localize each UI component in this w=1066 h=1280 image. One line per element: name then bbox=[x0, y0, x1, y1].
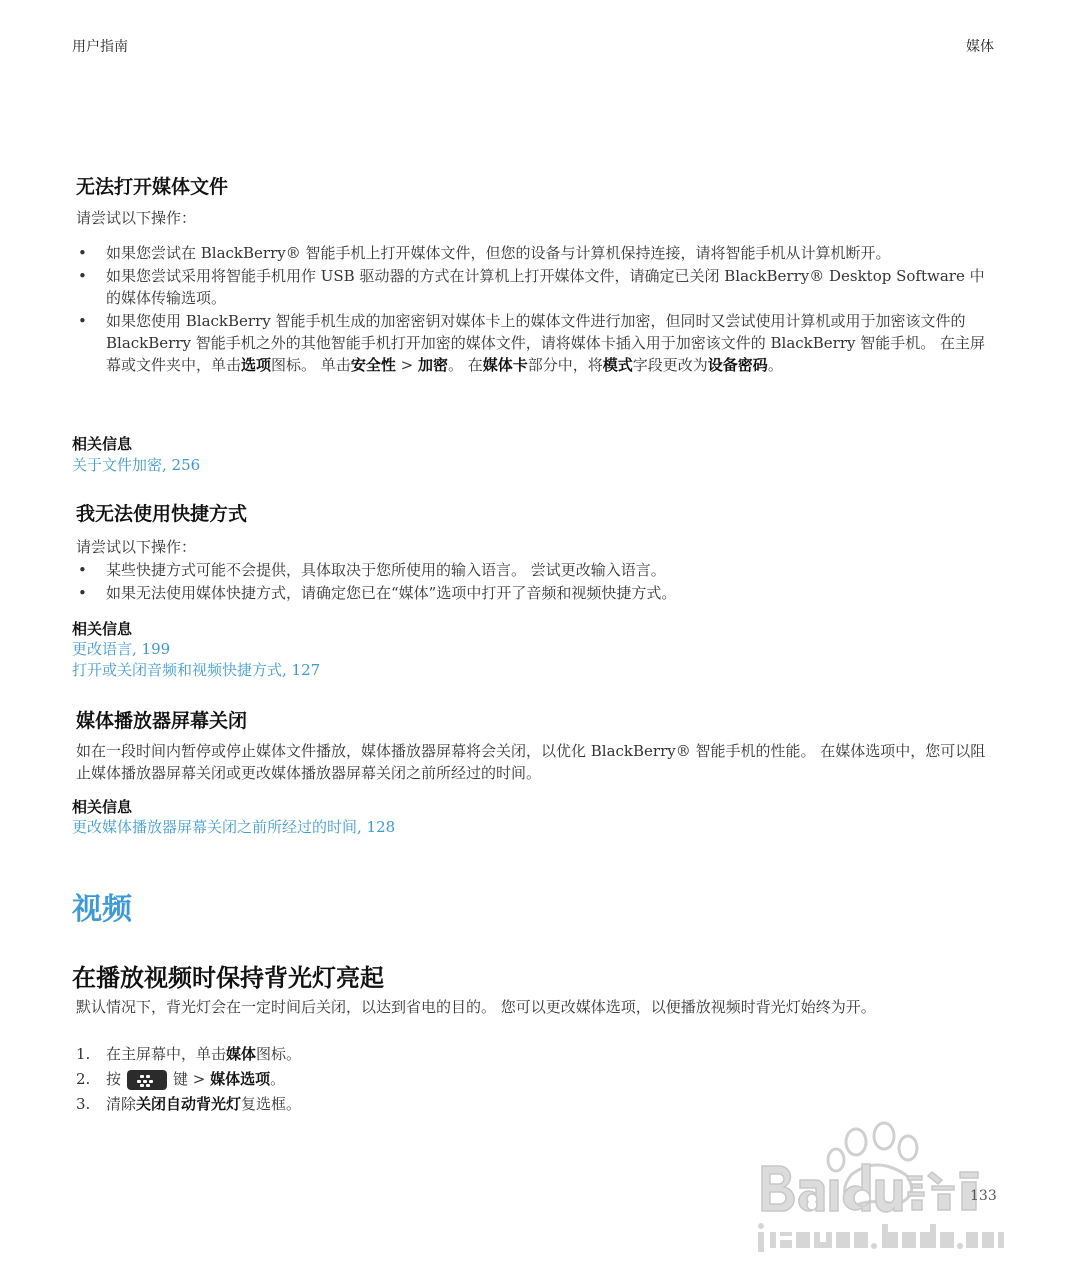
ui-term-options: 选项 bbox=[241, 356, 272, 374]
bullet-icon: • bbox=[78, 561, 87, 579]
related-link-screen-off-time[interactable]: 更改媒体播放器屏幕关闭之前所经过的时间, 128 bbox=[72, 818, 396, 836]
related-link-media-shortcuts[interactable]: 打开或关闭音频和视频快捷方式, 127 bbox=[72, 661, 321, 679]
steps-list bbox=[76, 1042, 976, 1117]
section-title-media-player-screen-off: 媒体播放器屏幕关闭 bbox=[76, 710, 248, 732]
ui-term-device-password: 设备密码 bbox=[707, 356, 768, 374]
section-title-cannot-open-media: 无法打开媒体文件 bbox=[76, 176, 229, 198]
list-item: • 如果您尝试在 BlackBerry® 智能手机上打开媒体文件，但您的设备与计算机保持连接，请将智能手机从计算机断开。 bbox=[78, 244, 891, 262]
list-item: • 如果您使用 BlackBerry 智能手机生成的加密密钥对媒体卡上的媒体文件进行加密，但同时又尝试使用计算机或用于加密该文件的 BlackBerry 智能手机之外的其他智能手机打开加密的媒体文件，请将媒体卡插入用于加密该文件的 BlackBerry 智能手机。 在主屏幕或文件夹中，单击选项图标。 单击安全性 > 加密。 在媒体卡部分中，将模式字段更改为设备密码。 bbox=[78, 312, 986, 374]
section-intro: 请尝试以下操作： bbox=[76, 209, 197, 227]
bullet-icon: • bbox=[78, 244, 87, 262]
step-item: 1. 在主屏幕中，单击媒体图标。 bbox=[76, 1045, 302, 1063]
related-info-heading: 相关信息 bbox=[72, 435, 133, 453]
related-info-heading: 相关信息 bbox=[72, 620, 133, 638]
section-title-cannot-use-shortcuts: 我无法使用快捷方式 bbox=[76, 503, 248, 525]
page-number: 133 bbox=[970, 1188, 997, 1204]
ui-term-encryption: 加密 bbox=[417, 356, 448, 374]
chapter-title: 视频 bbox=[72, 892, 132, 927]
bullet-icon: • bbox=[78, 584, 87, 602]
ui-term-media: 媒体 bbox=[226, 1045, 257, 1063]
list-item: • 如果您尝试采用将智能手机用作 USB 驱动器的方式在计算机上打开媒体文件，请确定已关闭 BlackBerry® Desktop Software 中的媒体传输选项。 bbox=[78, 267, 985, 307]
ui-term-media-options: 媒体选项 bbox=[210, 1070, 271, 1088]
step-item: 2. 按 键 > 媒体选项。 bbox=[76, 1070, 286, 1088]
bullet-icon: • bbox=[78, 312, 87, 330]
section-body: 如在一段时间内暂停或停止媒体文件播放，媒体播放器屏幕将会关闭，以优化 BlackBerry® 智能手机的性能。 在媒体选项中，您可以阻止媒体播放器屏幕关闭或更改媒体播放器屏幕关闭之前所经过的时间。 bbox=[76, 742, 986, 782]
ui-term-mode: 模式 bbox=[602, 356, 633, 374]
list-item: • 某些快捷方式可能不会提供，具体取决于您所使用的输入语言。 尝试更改输入语言。 bbox=[78, 561, 666, 579]
step-item: 3. 清除关闭自动背光灯复选框。 bbox=[76, 1095, 302, 1113]
ui-term-security: 安全性 bbox=[350, 356, 396, 374]
topic-title: 在播放视频时保持背光灯亮起 bbox=[72, 964, 384, 992]
ui-term-auto-backlight-off: 关闭自动背光灯 bbox=[136, 1095, 242, 1113]
related-link-change-language[interactable]: 更改语言, 199 bbox=[72, 640, 171, 658]
related-info-heading: 相关信息 bbox=[72, 798, 133, 816]
blackberry-menu-key-icon bbox=[127, 1070, 167, 1090]
section-intro: 请尝试以下操作： bbox=[76, 538, 197, 556]
list-item: • 如果无法使用媒体快捷方式，请确定您已在“媒体”选项中打开了音频和视频快捷方式。 bbox=[78, 584, 677, 602]
running-header-left: 用户指南 bbox=[72, 39, 128, 55]
related-link-file-encryption[interactable]: 关于文件加密, 256 bbox=[72, 456, 201, 474]
topic-body: 默认情况下，背光灯会在一定时间后关闭，以达到省电的目的。 您可以更改媒体选项，以便播放视频时背光灯始终为开。 bbox=[76, 998, 876, 1016]
bullet-list bbox=[76, 242, 996, 377]
baidu-jingyan-watermark-logo bbox=[756, 1120, 1006, 1260]
bullet-list bbox=[76, 559, 996, 605]
running-header-right: 媒体 bbox=[966, 39, 994, 55]
ui-term-media-card: 媒体卡 bbox=[482, 356, 528, 374]
bullet-icon: • bbox=[78, 267, 87, 285]
